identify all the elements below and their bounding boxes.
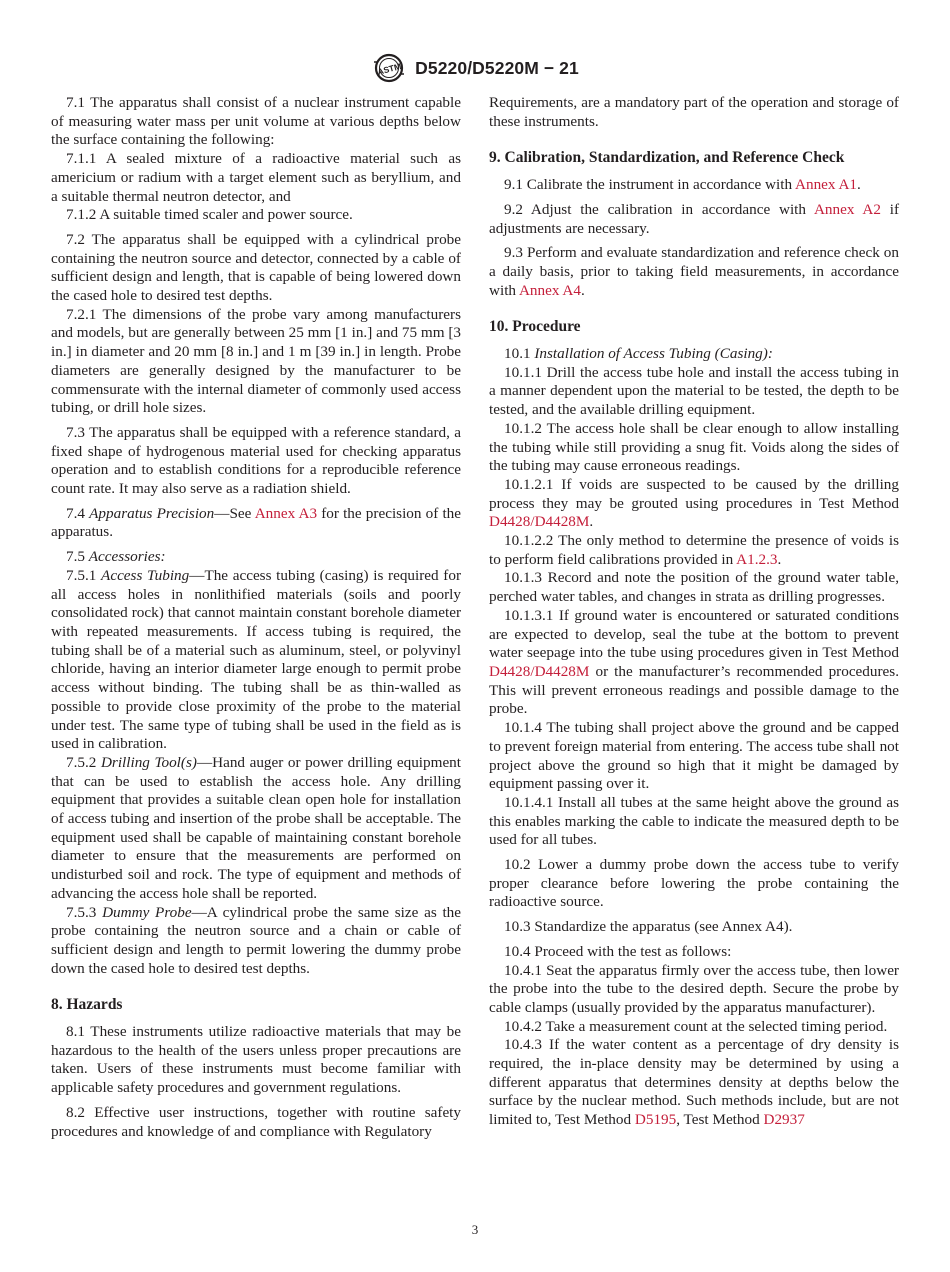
paragraph-10-1-1: 10.1.1 Drill the access tube hole and install the access tubing in a manner dependent upon the material to be tested, the depth to be tested, and the available drilling equipment. <box>489 363 899 419</box>
paragraph-7-5: 7.5 Accessories: <box>66 548 166 566</box>
paragraph-9-1: 9.1 Calibrate the instrument in accordance with Annex A1. <box>504 176 861 194</box>
paragraph-7-2-1: 7.2.1 The dimensions of the probe vary among manufacturers and models, but are generally between 25 mm [1 in.] and 75 mm [3 in.] in diameter and 20 mm [8 in.] and 1 m [39 in.] in length. Probe diameters are generally designed by the manufacturer to be commensurate with the internal diameter of commonly used access tubing, or drill hole sizes. <box>51 305 461 417</box>
section-title: Access Tubing <box>101 566 190 584</box>
paragraph-7-5-2: 7.5.2 Drilling Tool(s)—Hand auger or power drilling equipment that can be used to establish the access hole. Any drilling equipment that provides a suitable clean open hole for installation of access tubing and insertion of the probe shall be acceptable. The equipment used shall be capable of maintaining constant borehole diameter to ensure that the measurements are performed on undisturbed soil and rock. The type of equipment and methods of advancing the access hole shall be reported. <box>51 753 461 902</box>
paragraph-10-4-3: 10.4.3 If the water content as a percentage of dry density is required, the in-place density may be determined by using a different apparatus that determines density at depths below the surface by the nuclear method. Such methods include, but are not limited to, Test Method D5195, Test Method D2937 <box>489 1036 899 1129</box>
annex-a2-link[interactable]: Annex A2 <box>813 200 881 218</box>
annex-a1-link[interactable]: Annex A1 <box>795 176 858 194</box>
svg-text:ASTM: ASTM <box>376 61 403 77</box>
paragraph-10-1-3-1: 10.1.3.1 If ground water is encountered or saturated conditions are expected to develop, seal the tube at the bottom to prevent water seepage into the tube using procedures given in Test Method D4428/D4428M or the manufacturer’s recommended procedures. This will prevent erroneous readings and possible damage to the probe. <box>489 606 899 718</box>
heading-section-9: 9. Calibration, Standardization, and Reference Check <box>489 149 845 167</box>
paragraph-7-5-3: 7.5.3 Dummy Probe—A cylindrical probe the same size as the probe containing the neutron source and a chain or cable of sufficient design and length to permit lowering the dummy probe down the cased hole to desired test depths. <box>51 903 462 977</box>
section-title: Apparatus Precision <box>89 504 215 522</box>
heading-section-8: 8. Hazards <box>51 996 123 1014</box>
paragraph-9-2: 9.2 Adjust the calibration in accordance with Annex A2 if adjustments are necessary. <box>489 200 900 237</box>
annex-a4-link[interactable]: Annex A4 <box>518 281 581 299</box>
page-header <box>0 52 950 89</box>
d4428-link[interactable]: D4428/D4428M <box>489 662 590 680</box>
paragraph-9-3: 9.3 Perform and evaluate standardization and reference check on a daily basis, prior to taking field measurements, in accordance with Annex A4. <box>489 244 899 299</box>
paragraph-10-1-2: 10.1.2 The access hole shall be clear enough to allow installing the tubing while still providing a snug fit. Voids along the sides of the tubing may cause erroneous readings. <box>489 419 899 475</box>
paragraph-7-3: 7.3 The apparatus shall be equipped with a reference standard, a fixed shape of hydrogenous material used for checking apparatus operation and to establish conditions for a reproducible reference count rate. It may also serve as a radiation shield. <box>51 423 461 498</box>
paragraph-8-2: 8.2 Effective user instructions, together with routine safety procedures and knowledge of and compliance with Regulatory <box>51 1103 461 1140</box>
d5195-link[interactable]: D5195 <box>634 1111 677 1129</box>
paragraph-7-5-1: 7.5.1 Access Tubing—The access tubing (casing) is required for all access holes in nonlithified materials (soils and poorly consolidated rock) that cannot maintain constant borehole diameter with repeated measurements. If access tubing is required, the tubing shall be of a material such as aluminum, steel, or polyvinyl chloride, having an interior diameter large enough to permit probe access without binding. The tubing shall be as thin-walled as possible to provide close proximity of the probe to the material under test. The same type of tubing shall be used in the field as is used in calibration. <box>51 566 462 753</box>
paragraph-10-2: 10.2 Lower a dummy probe down the access tube to verify proper clearance before lowering the probe containing the radioactive source. <box>489 856 899 911</box>
d4428-link[interactable]: D4428/D4428M <box>489 513 590 531</box>
section-title: Installation of Access Tubing (Casing): <box>534 345 773 363</box>
astm-logo-icon <box>371 52 407 84</box>
annex-a3-link[interactable]: Annex A3 <box>254 504 318 522</box>
right-column <box>489 94 899 1130</box>
page-number: 3 <box>471 1222 479 1237</box>
paragraph-10-1-2-1: 10.1.2.1 If voids are suspected to be caused by the drilling process they may be grouted using procedures in Test Method D4428/D4428M. <box>489 475 899 531</box>
paragraph-10-1-3: 10.1.3 Record and note the position of the ground water table, perched water tables, and changes in strata as drilling progresses. <box>489 569 899 606</box>
section-title: Accessories: <box>88 548 166 566</box>
left-column <box>51 94 461 1141</box>
paragraph-7-1: 7.1 The apparatus shall consist of a nuclear instrument capable of measuring water mass per unit volume at various depths below the surface containing the following: <box>51 94 461 149</box>
section-title: Drilling Tool(s) <box>100 753 197 771</box>
paragraph-10-4-2: 10.4.2 Take a measurement count at the selected timing period. <box>504 1017 888 1035</box>
paragraph-10-1: 10.1 Installation of Access Tubing (Casing): <box>504 345 773 363</box>
section-title: Dummy Probe <box>102 903 192 921</box>
paragraph-7-4: 7.4 Apparatus Precision—See Annex A3 for the precision of the apparatus. <box>51 504 462 541</box>
d2937-link[interactable]: D2937 <box>763 1111 805 1129</box>
document-id: D5220/D5220M − 21 <box>415 57 579 78</box>
paragraph-7-1-2: 7.1.2 A suitable timed scaler and power source. <box>66 206 353 224</box>
paragraph-10-3: 10.3 Standardize the apparatus (see Annex A4). <box>504 918 793 936</box>
paragraph-7-1-1: 7.1.1 A sealed mixture of a radioactive material such as americium or radium with a target element such as beryllium, and a suitable thermal neutron detector, and <box>51 150 461 205</box>
heading-section-10: 10. Procedure <box>489 318 581 336</box>
paragraph-8-1: 8.1 These instruments utilize radioactive materials that may be hazardous to the health of the users unless proper precautions are taken. Users of these instruments must become familiar with applicable safety procedures and government regulations. <box>51 1023 461 1097</box>
paragraph-10-1-4: 10.1.4 The tubing shall project above the ground and be capped to prevent foreign material from entering. The access tube shall not project above the ground so high that it might be damaged by equipment passing over it. <box>489 719 899 793</box>
paragraph-10-4: 10.4 Proceed with the test as follows: <box>504 942 732 960</box>
paragraph-7-2: 7.2 The apparatus shall be equipped with a cylindrical probe containing the neutron source and detector, connected by a cable of sufficient design and length, that is capable of being lowered down the cased hole to desired test depths. <box>51 230 461 305</box>
paragraph-10-1-2-2: 10.1.2.2 The only method to determine the presence of voids is to perform field calibrations provided in A1.2.3. <box>489 532 899 568</box>
paragraph-10-1-4-1: 10.1.4.1 Install all tubes at the same height above the ground as this enables marking the cable to indicate the measured depth to be used for all tubes. <box>489 793 899 849</box>
a1-2-3-link[interactable]: A1.2.3 <box>736 550 778 568</box>
paragraph-8-2-continued: Requirements, are a mandatory part of the operation and storage of these instruments. <box>489 94 899 130</box>
paragraph-10-4-1: 10.4.1 Seat the apparatus firmly over the access tube, then lower the probe into the tube to the desired depth. Secure the probe by cable clamps (usually provided by the apparatus manufacturer). <box>489 961 899 1016</box>
